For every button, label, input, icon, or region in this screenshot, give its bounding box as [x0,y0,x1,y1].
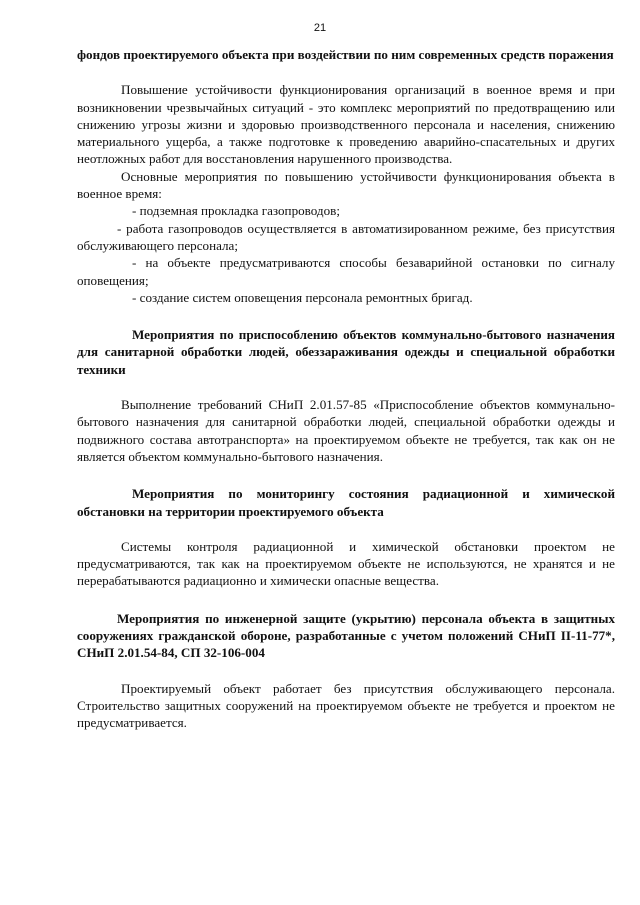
section-heading: Мероприятия по инженерной защите (укрытию) персонала объекта в защитных сооружениях гражданской обороне, разработанные с учетом положений СНиП II-11-77*, СНиП 2.01.54-84, СП 32-106-004 [77,610,615,661]
list-item: - на объекте предусматриваются способы безаварийной остановки по сигналу оповещения; [77,255,615,288]
list-item: - подземная прокладка газопроводов; [132,203,340,219]
page-body [77,46,615,732]
paragraph: Системы контроля радиационной и химической обстановки проектом не предусматриваются, так как на проектируемом объекте не используются, не хранятся и не перерабатываются радиационно и химически опасные вещества. [77,538,615,589]
list-item: - работа газопроводов осуществляется в автоматизированном режиме, без присутствия обслуживающего персонала; [77,220,615,253]
list-item: - создание систем оповещения персонала ремонтных бригад. [132,289,473,305]
page-number: 21 [313,22,327,34]
section-heading-continued: фондов проектируемого объекта при воздействии по ним современных средств поражения [77,47,614,62]
section-heading: Мероприятия по приспособлению объектов коммунально-бытового назначения для санитарной обработки людей, обеззараживания одежды и специальной обработки техники [77,327,615,377]
section-heading: Мероприятия по мониторингу состояния радиационной и химической обстановки на территории проектируемого объекта [77,486,615,519]
paragraph: Выполнение требований СНиП 2.01.57-85 «Приспособление объектов коммунально-бытового назначения для санитарной обработки людей, специальной обработки одежды и подвижного состава автотранспорта» на проектируемом объекте не требуется, так как он не является объектом коммунально-бытового назначения. [77,397,615,464]
paragraph: Основные мероприятия по повышению устойчивости функционирования объекта в военное время: [77,168,615,202]
paragraph: Проектируемый объект работает без присутствия обслуживающего персонала. Строительство защитных сооружений на проектируемом объекте не требуется и проектом не предусматривается. [77,680,615,731]
paragraph: Повышение устойчивости функционирования организаций в военное время и при возникновении чрезвычайных ситуаций - это комплекс мероприятий по предотвращению или снижению угрозы жизни и здоровью производственного персонала и населения, снижению материального ущерба, а также подготовке к проведению аварийно-спасательных и других неотложных работ для восстановления нарушенного производства. [77,82,615,167]
